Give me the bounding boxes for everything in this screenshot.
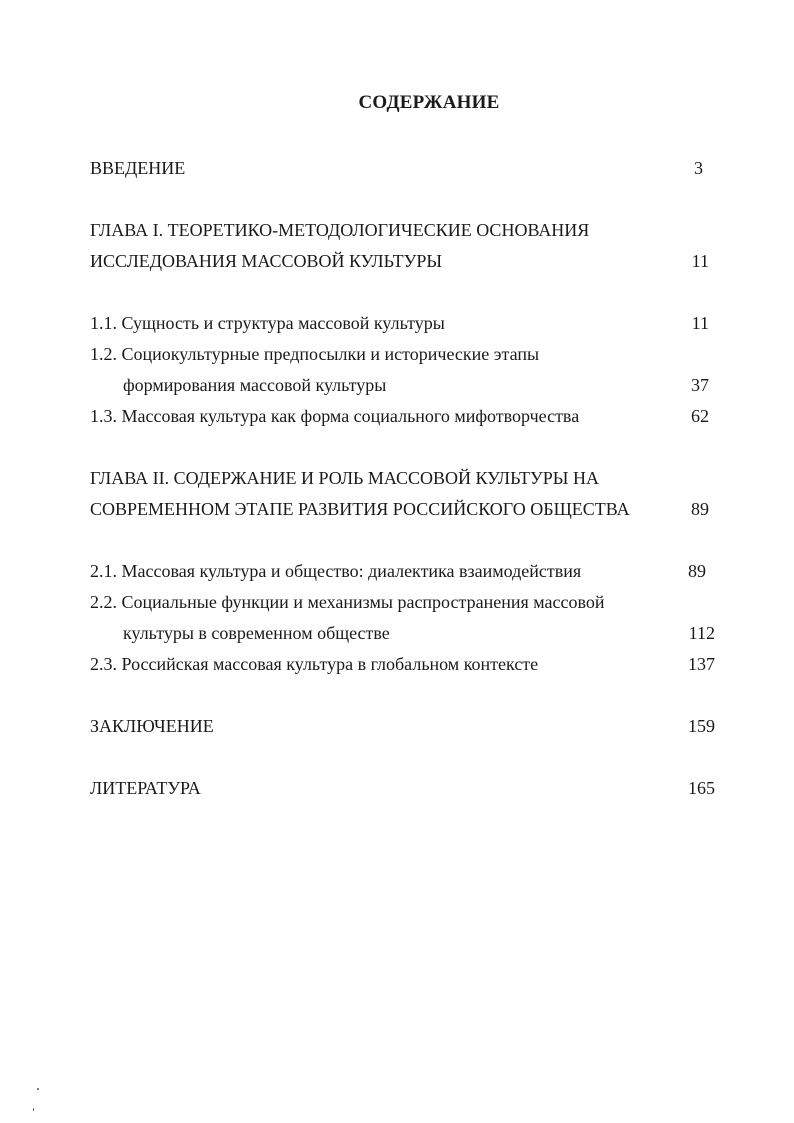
toc-entry-text: СОВРЕМЕННОМ ЭТАПЕ РАЗВИТИЯ РОССИЙСКОГО ОБЩЕСТВА [90, 499, 630, 519]
toc-entry-page: 62 [691, 406, 709, 426]
toc-entry-text: 2.3. Российская массовая культура в глобальном контексте [90, 654, 539, 674]
toc-entry-page: 89 [688, 561, 706, 581]
toc-entry-page: 159 [688, 716, 715, 736]
toc-entry-text: ГЛАВА II. СОДЕРЖАНИЕ И РОЛЬ МАССОВОЙ КУЛЬТУРЫ НА [90, 468, 599, 488]
toc-entry-text: 1.2. Социокультурные предпосылки и исторические этапы [90, 344, 540, 364]
toc-entry-text: ГЛАВА I. ТЕОРЕТИКО-МЕТОДОЛОГИЧЕСКИЕ ОСНОВАНИЯ [90, 220, 590, 240]
toc-entry-page: 137 [688, 654, 715, 674]
scan-speck [33, 1108, 34, 1111]
toc-entry-page: 11 [691, 313, 709, 333]
scan-speck [37, 1088, 39, 1090]
toc-entry-text: 2.1. Массовая культура и общество: диалектика взаимодействия [90, 561, 582, 581]
toc-entry-page: 37 [691, 375, 709, 395]
toc-entry-text: 1.3. Массовая культура как форма социального мифотворчества [90, 406, 580, 426]
toc-entry-text: 1.1. Сущность и структура массовой культуры [90, 313, 445, 333]
toc-entry-text: 2.2. Социальные функции и механизмы распространения массовой [90, 592, 605, 612]
toc-entry-text: ИССЛЕДОВАНИЯ МАССОВОЙ КУЛЬТУРЫ [90, 251, 443, 271]
toc-entry-page: 89 [691, 499, 709, 519]
page-title: СОДЕРЖАНИЕ [358, 92, 500, 113]
toc-entry-page: 11 [691, 251, 709, 271]
toc-entry-page: 112 [688, 623, 715, 643]
toc-entry-text: ЗАКЛЮЧЕНИЕ [90, 716, 214, 736]
toc-entry-page: 3 [694, 158, 703, 178]
toc-entry-page: 165 [688, 778, 715, 798]
toc-entry-text: формирования массовой культуры [123, 375, 387, 395]
toc-entry-text: ЛИТЕРАТУРА [90, 778, 201, 798]
toc-entry-text: ВВЕДЕНИЕ [90, 158, 186, 178]
toc-entry-text: культуры в современном обществе [123, 623, 390, 643]
